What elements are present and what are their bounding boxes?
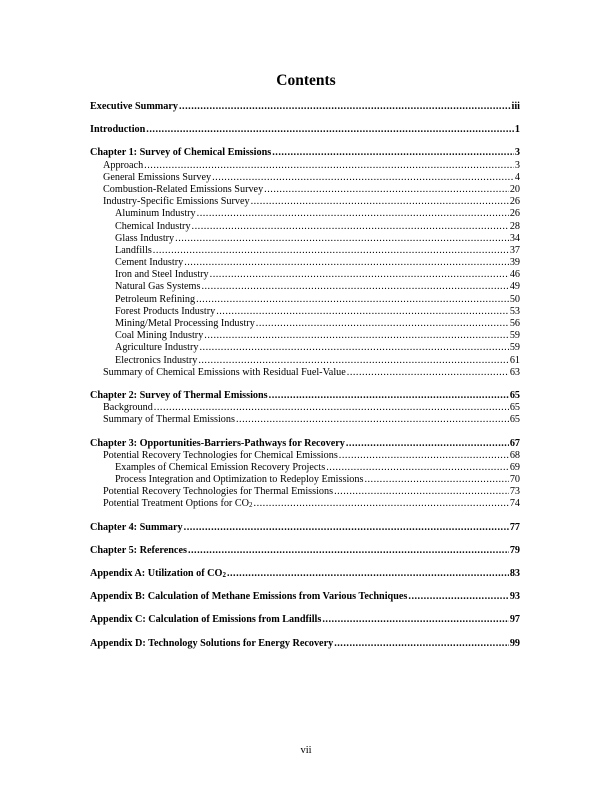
toc-page: 34 bbox=[509, 232, 520, 244]
leader-dots bbox=[346, 438, 509, 450]
toc-page: 74 bbox=[509, 498, 520, 510]
toc-label: Electronics Industry bbox=[115, 354, 198, 366]
toc-page: 26 bbox=[509, 208, 520, 220]
toc-label: Executive Summary bbox=[90, 101, 178, 112]
toc-label: Appendix C: Calculation of Emissions from Landfills bbox=[90, 614, 322, 626]
toc-page: 99 bbox=[509, 637, 520, 649]
toc-label: Coal Mining Industry bbox=[115, 330, 204, 342]
toc-page: 20 bbox=[509, 183, 520, 195]
leader-dots bbox=[322, 614, 508, 626]
leader-dots bbox=[175, 233, 509, 245]
toc-entry-chapter-4[interactable] bbox=[90, 522, 520, 534]
toc-page: 68 bbox=[509, 449, 520, 461]
toc-label: Agriculture Industry bbox=[115, 342, 199, 354]
toc-label: Natural Gas Systems bbox=[115, 281, 201, 293]
toc-entry-combustion-emissions[interactable] bbox=[90, 184, 520, 196]
toc-entry-general-emissions[interactable] bbox=[90, 172, 520, 184]
table-of-contents bbox=[90, 101, 520, 650]
toc-entry-industry-specific[interactable] bbox=[90, 196, 520, 208]
toc-entry-appendix-c[interactable] bbox=[90, 614, 520, 626]
toc-entry-background[interactable] bbox=[90, 402, 520, 414]
toc-entry-summary-chemical[interactable] bbox=[90, 367, 520, 379]
toc-entry-chapter-5[interactable] bbox=[90, 545, 520, 557]
toc-entry-forest-products[interactable] bbox=[90, 306, 520, 318]
leader-dots bbox=[199, 342, 508, 354]
toc-page: 65 bbox=[509, 414, 520, 426]
toc-page: 26 bbox=[509, 196, 520, 208]
toc-page: 56 bbox=[509, 318, 520, 329]
leader-dots bbox=[179, 101, 511, 113]
leader-dots bbox=[334, 638, 509, 650]
toc-label: Chemical Industry bbox=[115, 220, 191, 232]
leader-dots bbox=[251, 196, 509, 208]
toc-entry-appendix-a[interactable] bbox=[90, 568, 520, 580]
leader-dots bbox=[254, 498, 509, 510]
leader-dots bbox=[408, 591, 508, 603]
toc-label: Industry-Specific Emissions Survey bbox=[103, 196, 250, 208]
leader-dots bbox=[184, 522, 509, 534]
toc-page: 39 bbox=[509, 257, 520, 269]
toc-page: 67 bbox=[509, 437, 520, 449]
toc-label: Mining/Metal Processing Industry bbox=[115, 318, 255, 329]
leader-dots bbox=[256, 318, 509, 330]
toc-page: 49 bbox=[509, 281, 520, 293]
toc-label: Glass Industry bbox=[115, 232, 175, 244]
toc-entry-treatment-co2[interactable] bbox=[90, 498, 520, 510]
toc-label: Chapter 4: Summary bbox=[90, 521, 183, 533]
leader-dots bbox=[236, 414, 509, 426]
toc-label: Potential Recovery Technologies for Chemical Emissions bbox=[103, 449, 338, 461]
toc-entry-appendix-b[interactable] bbox=[90, 591, 520, 603]
toc-label: Cement Industry bbox=[115, 257, 184, 269]
toc-entry-chapter-1[interactable] bbox=[90, 147, 520, 159]
leader-dots bbox=[146, 124, 514, 136]
toc-entry-coal-mining[interactable] bbox=[90, 330, 520, 342]
leader-dots bbox=[334, 486, 509, 498]
toc-entry-appendix-d[interactable] bbox=[90, 638, 520, 650]
toc-page: 73 bbox=[509, 486, 520, 498]
toc-entry-examples[interactable] bbox=[90, 462, 520, 474]
toc-entry-petroleum[interactable] bbox=[90, 294, 520, 306]
leader-dots bbox=[153, 245, 509, 257]
toc-label: Forest Products Industry bbox=[115, 305, 216, 317]
toc-entry-chapter-2[interactable] bbox=[90, 390, 520, 402]
leader-dots bbox=[216, 306, 509, 318]
toc-page: 59 bbox=[509, 342, 520, 354]
toc-label: Iron and Steel Industry bbox=[115, 269, 209, 281]
toc-label: Potential Recovery Technologies for Thermal Emissions bbox=[103, 486, 334, 498]
toc-label: Petroleum Refining bbox=[115, 293, 196, 305]
toc-label: Summary of Chemical Emissions with Residual Fuel-Value bbox=[103, 366, 346, 378]
leader-dots bbox=[197, 208, 509, 220]
toc-page: 93 bbox=[509, 591, 520, 603]
leader-dots bbox=[272, 147, 514, 159]
toc-label: Appendix B: Calculation of Methane Emissions from Various Techniques bbox=[90, 591, 408, 603]
toc-entry-executive-summary[interactable] bbox=[90, 101, 520, 113]
toc-page: iii bbox=[511, 101, 520, 112]
toc-page: 59 bbox=[509, 330, 520, 342]
toc-page: 4 bbox=[514, 171, 520, 183]
toc-label: Background bbox=[103, 402, 153, 414]
leader-dots bbox=[364, 474, 508, 486]
toc-entry-mining-metal[interactable] bbox=[90, 318, 520, 330]
toc-page: 79 bbox=[509, 544, 520, 556]
leader-dots bbox=[264, 184, 509, 196]
toc-entry-electronics[interactable] bbox=[90, 355, 520, 367]
toc-label: Appendix A: Utilization of $CO_2$ bbox=[90, 568, 226, 579]
toc-page: 53 bbox=[509, 305, 520, 317]
toc-label: Summary of Thermal Emissions bbox=[103, 414, 235, 426]
toc-entry-recovery-thermal[interactable] bbox=[90, 486, 520, 498]
toc-page: 97 bbox=[509, 614, 520, 626]
toc-page: 69 bbox=[509, 461, 520, 473]
toc-entry-cement[interactable] bbox=[90, 257, 520, 269]
leader-dots bbox=[196, 294, 509, 306]
toc-label: Introduction bbox=[90, 124, 146, 136]
toc-entry-summary-thermal[interactable] bbox=[90, 414, 520, 426]
toc-page: 28 bbox=[509, 220, 520, 232]
toc-label: Potential Treatment Options for $CO_2$ bbox=[103, 498, 253, 510]
toc-page: 1 bbox=[514, 124, 520, 136]
toc-page: 46 bbox=[509, 269, 520, 281]
leader-dots bbox=[269, 390, 509, 402]
leader-dots bbox=[347, 367, 509, 379]
leader-dots bbox=[227, 568, 509, 580]
toc-label: Landfills bbox=[115, 244, 152, 256]
toc-entry-introduction[interactable] bbox=[90, 124, 520, 136]
leader-dots bbox=[326, 462, 509, 474]
toc-entry-landfills[interactable] bbox=[90, 245, 520, 257]
page-title: Contents bbox=[276, 72, 336, 89]
toc-page: 63 bbox=[509, 366, 520, 378]
toc-page: 65 bbox=[509, 389, 520, 401]
toc-label: Examples of Chemical Emission Recovery Projects bbox=[115, 461, 326, 473]
toc-entry-approach[interactable] bbox=[90, 160, 520, 172]
toc-label: Chapter 1: Survey of Chemical Emissions bbox=[90, 147, 272, 159]
toc-page: 3 bbox=[514, 159, 520, 171]
toc-page: 65 bbox=[509, 402, 520, 414]
toc-entry-iron-steel[interactable] bbox=[90, 269, 520, 281]
toc-entry-recovery-chemical[interactable] bbox=[90, 450, 520, 462]
toc-label: Combustion-Related Emissions Survey bbox=[103, 183, 264, 195]
toc-label: Appendix D: Technology Solutions for Energy Recovery bbox=[90, 637, 334, 649]
leader-dots bbox=[212, 172, 514, 184]
leader-dots bbox=[339, 450, 509, 462]
toc-label: General Emissions Survey bbox=[103, 171, 212, 183]
toc-entry-chemical[interactable] bbox=[90, 221, 520, 233]
page-number: vii bbox=[300, 745, 312, 756]
toc-entry-process-integration[interactable] bbox=[90, 474, 520, 486]
toc-label: Approach bbox=[103, 159, 144, 171]
leader-dots bbox=[210, 269, 509, 281]
toc-page: 77 bbox=[509, 521, 520, 533]
toc-label: Chapter 5: References bbox=[90, 544, 187, 556]
leader-dots bbox=[184, 257, 509, 269]
toc-label: Chapter 3: Opportunities-Barriers-Pathways for Recovery bbox=[90, 437, 345, 449]
toc-entry-aluminum[interactable] bbox=[90, 208, 520, 220]
toc-page: 37 bbox=[509, 244, 520, 256]
leader-dots bbox=[192, 221, 509, 233]
toc-entry-natural-gas[interactable] bbox=[90, 281, 520, 293]
toc-entry-chapter-3[interactable] bbox=[90, 438, 520, 450]
leader-dots bbox=[204, 330, 509, 342]
leader-dots bbox=[144, 160, 514, 172]
toc-entry-glass[interactable] bbox=[90, 233, 520, 245]
toc-page: 50 bbox=[509, 293, 520, 305]
toc-label: Chapter 2: Survey of Thermal Emissions bbox=[90, 389, 268, 401]
toc-page: 83 bbox=[509, 568, 520, 579]
toc-page: 61 bbox=[509, 354, 520, 366]
toc-page: 3 bbox=[514, 147, 520, 159]
leader-dots bbox=[198, 355, 508, 367]
leader-dots bbox=[154, 402, 509, 414]
toc-page: 70 bbox=[509, 474, 520, 486]
toc-label: Aluminum Industry bbox=[115, 208, 196, 220]
leader-dots bbox=[201, 281, 508, 293]
leader-dots bbox=[188, 545, 509, 557]
toc-label: Process Integration and Optimization to Redeploy Emissions bbox=[115, 474, 364, 486]
toc-entry-agriculture[interactable] bbox=[90, 342, 520, 354]
